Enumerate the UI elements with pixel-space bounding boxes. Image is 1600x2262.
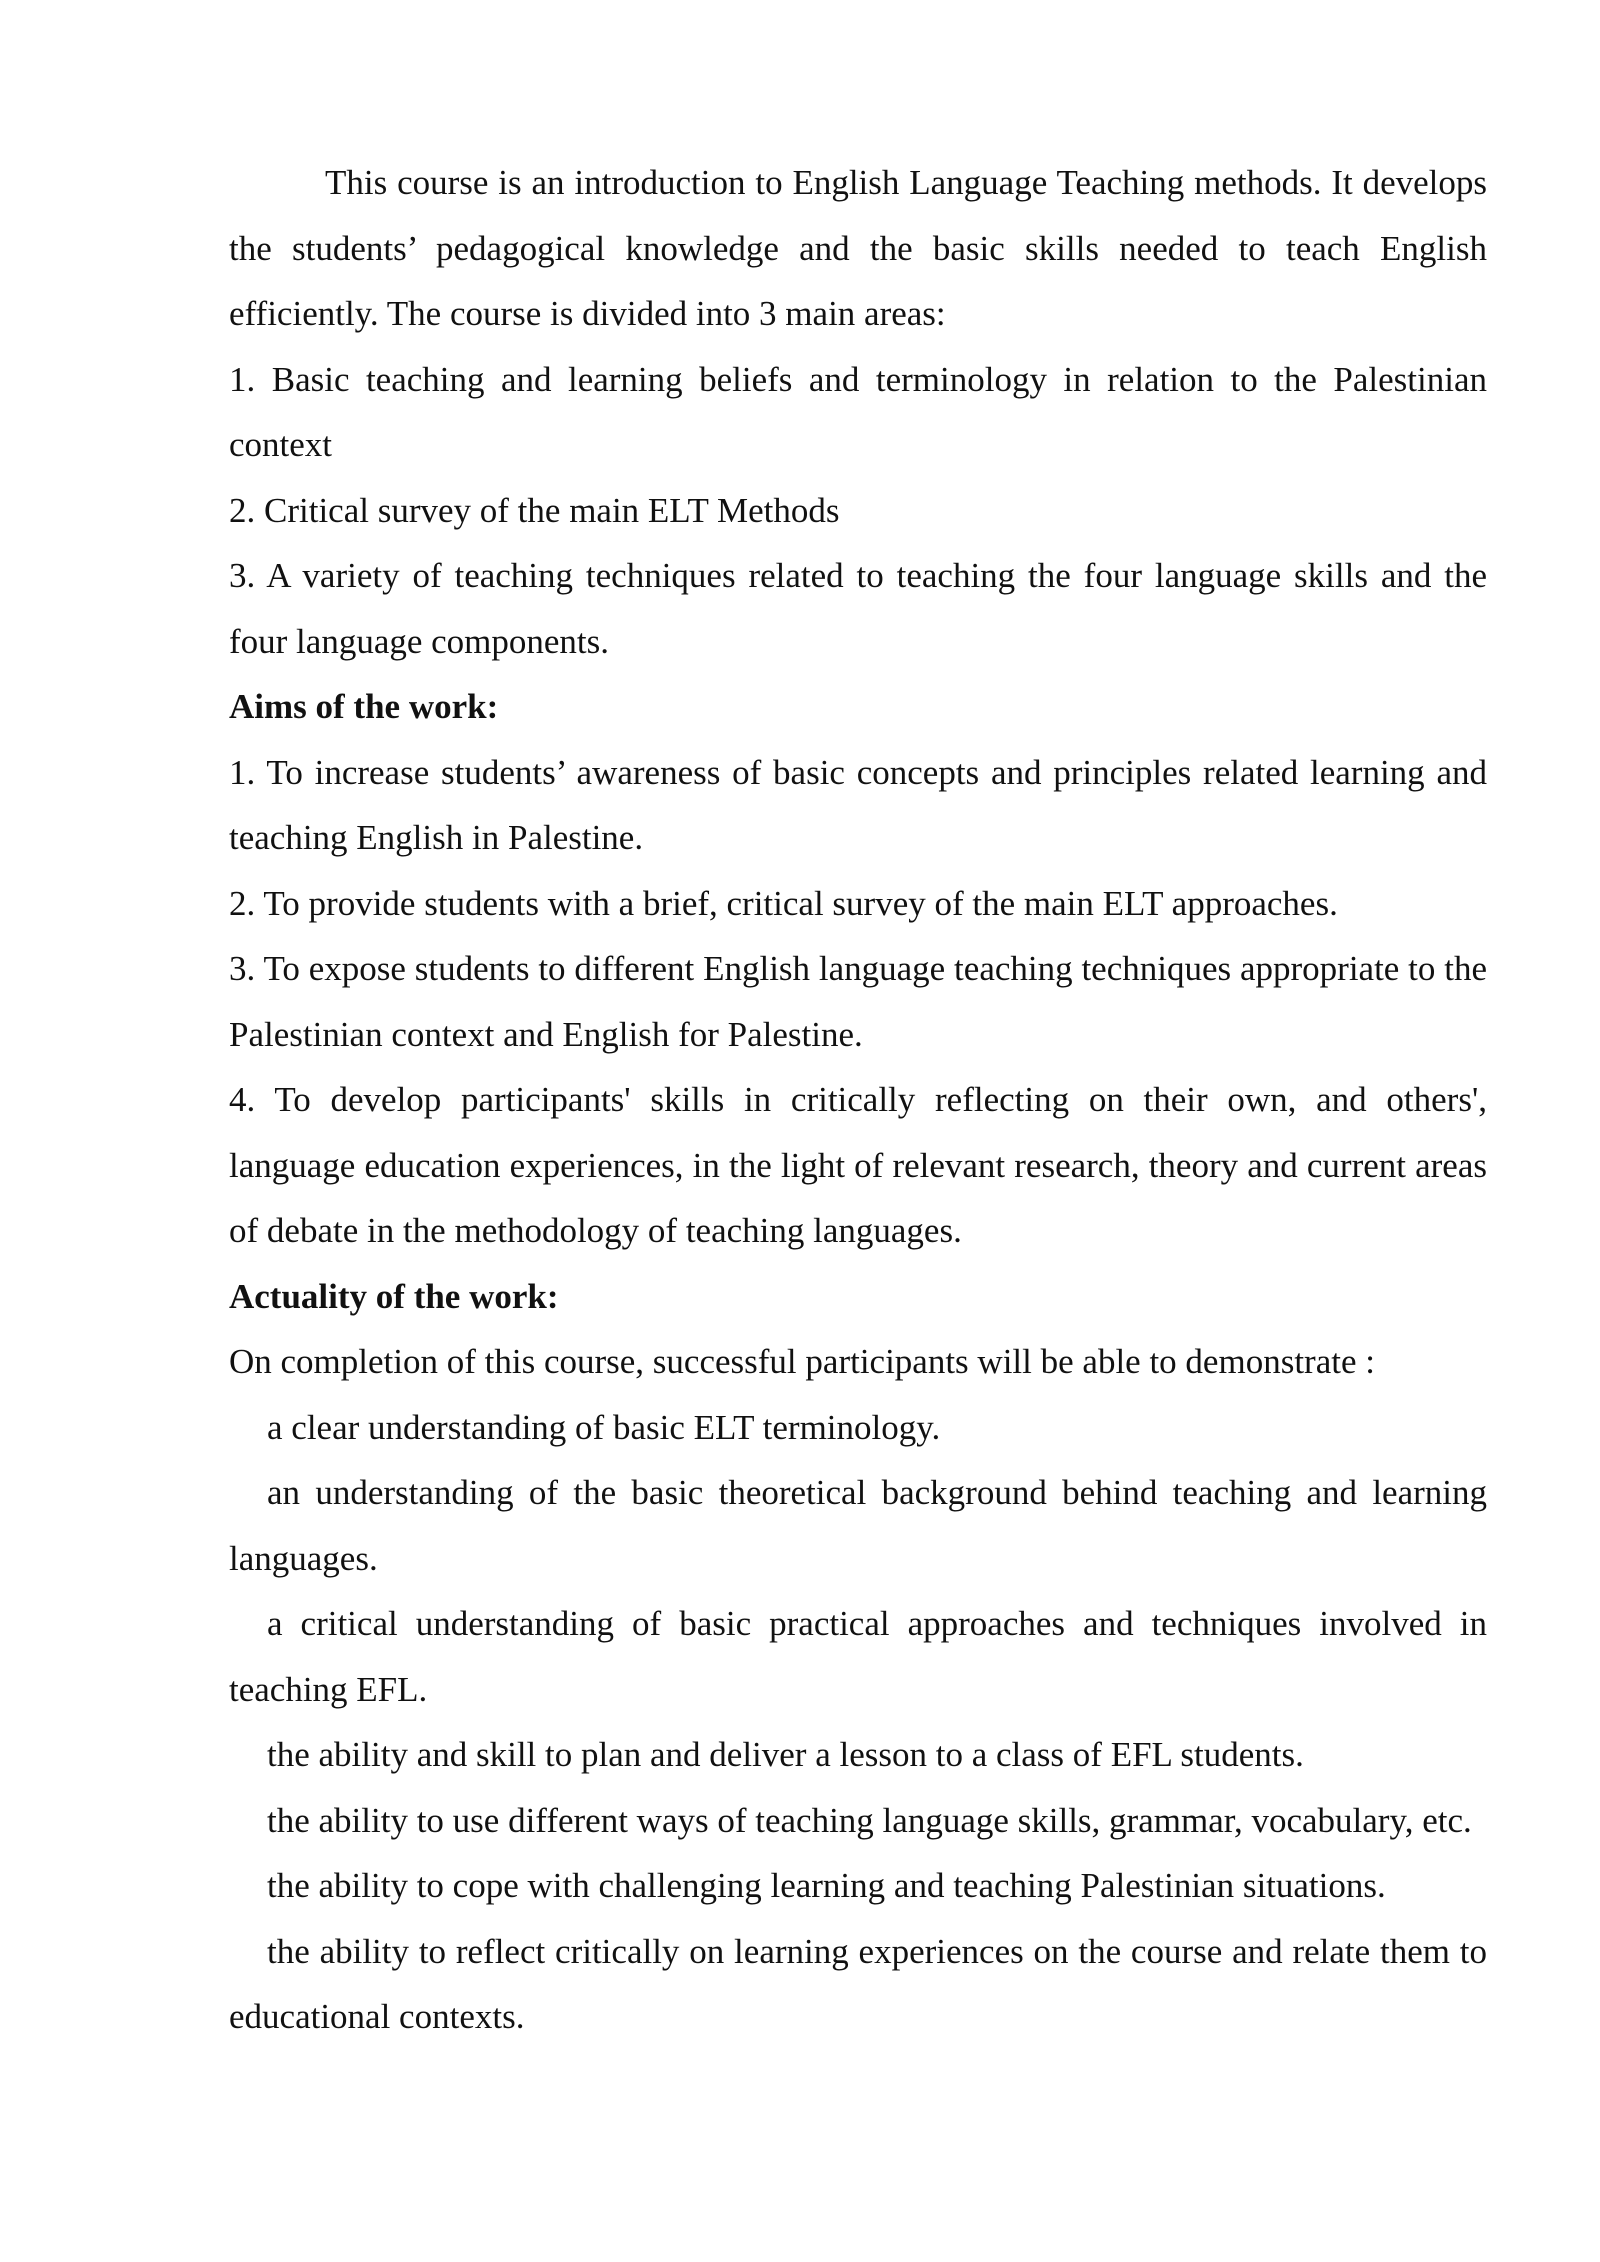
area-item: 2. Critical survey of the main ELT Methods bbox=[229, 490, 840, 530]
area-item: 1. Basic teaching and learning beliefs and terminology in relation to the Palestinian context bbox=[229, 359, 1487, 464]
outcome-item: the ability to reflect critically on learning experiences on the course and relate them to educational contexts. bbox=[229, 1931, 1487, 2036]
intro-paragraph: This course is an introduction to English Language Teaching methods. It develops the students’ pedagogical knowledge and the basic skills needed to teach English efficiently. The course is divided into 3 main areas: bbox=[229, 163, 1487, 333]
actuality-heading: Actuality of the work: bbox=[229, 1276, 559, 1316]
document-page bbox=[229, 150, 1487, 2050]
outcome-item: a critical understanding of basic practical approaches and techniques involved in teaching EFL. bbox=[229, 1604, 1487, 1709]
outcome-item: the ability to use different ways of teaching language skills, grammar, vocabulary, etc. bbox=[267, 1800, 1472, 1840]
outcome-item: the ability to cope with challenging learning and teaching Palestinian situations. bbox=[267, 1866, 1386, 1905]
aim-item: 2. To provide students with a brief, critical survey of the main ELT approaches. bbox=[229, 883, 1338, 923]
outcome-item: the ability and skill to plan and deliver a lesson to a class of EFL students. bbox=[267, 1735, 1304, 1774]
actuality-lead: On completion of this course, successful participants will be able to demonstrate : bbox=[229, 1342, 1375, 1381]
area-item: 3. A variety of teaching techniques related to teaching the four language skills and the four language components. bbox=[229, 556, 1487, 661]
aim-item: 4. To develop participants' skills in critically reflecting on their own, and others', language education experiences, in the light of relevant research, theory and current areas of debate in the methodology of teaching languages. bbox=[229, 1080, 1487, 1250]
aims-heading: Aims of the work: bbox=[229, 687, 499, 726]
aim-item: 3. To expose students to different English language teaching techniques appropriate to the Palestinian context and English for Palestine. bbox=[229, 949, 1487, 1054]
outcome-item: an understanding of the basic theoretical background behind teaching and learning languages. bbox=[229, 1473, 1487, 1578]
outcome-item: a clear understanding of basic ELT terminology. bbox=[267, 1407, 941, 1447]
aim-item: 1. To increase students’ awareness of basic concepts and principles related learning and teaching English in Palestine. bbox=[229, 752, 1487, 857]
